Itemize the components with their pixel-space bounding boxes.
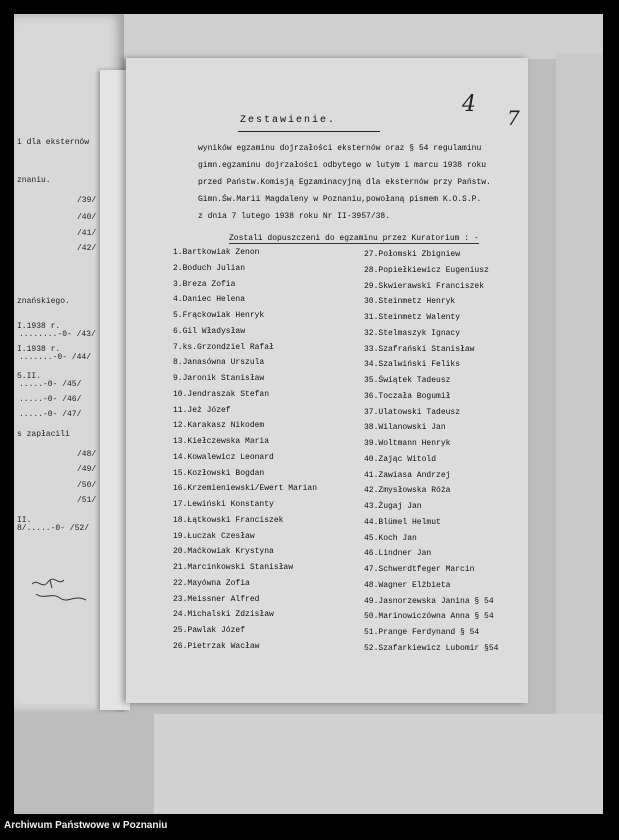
subheading: Zostali dopuszczeni do egzaminu przez Kuratorium : - (229, 234, 479, 243)
left-page-fragment: I.1938 r. (17, 322, 61, 331)
student-entry: 19.Łuczak Czesław (173, 531, 255, 541)
student-entry: 48.Wagner Elżbieta (364, 580, 451, 590)
student-entry: 49.Jasnorzewska Janina § 54 (364, 596, 494, 606)
paragraph-line: z dnia 7 lutego 1938 roku Nr II-3957/38. (198, 212, 391, 221)
student-entry: 39.Woltmann Henryk (364, 439, 451, 448)
student-entry: 17.Lewiński Konstanty (173, 500, 274, 509)
student-entry: 4.Daniec Helena (173, 295, 246, 305)
student-entry: 6.Gil Władysław (173, 326, 246, 336)
student-entry: 3.Breza Zofia (173, 279, 236, 289)
student-entry: 7.ks.Grzondziel Rafał (173, 342, 274, 352)
student-entry: 40.Zając Witold (364, 454, 437, 464)
paragraph-line: wyników egzaminu dojrzałości eksternów oraz § 54 regulaminu (198, 144, 482, 153)
student-entry: 33.Szafrański Stanisław (364, 344, 475, 354)
document-title: Zestawienie. (240, 115, 337, 126)
student-entry: 22.Mayówna Zofia (173, 578, 250, 588)
left-page-fragment: s zapłacili (17, 430, 70, 439)
left-page-fragment: I.1938 r. (17, 345, 61, 354)
student-entry: 31.Steinmetz Walenty (364, 313, 461, 322)
student-entry: 37.Ulatowski Tadeusz (364, 407, 461, 417)
student-entry: 36.Toczała Bogumił (364, 391, 451, 401)
student-entry: 1.Bartkowiak Zenon (173, 248, 260, 257)
left-page-fragment: /42/ (77, 244, 97, 253)
student-entry: 52.Szafarkiewicz Lubomir §54 (364, 643, 499, 653)
background-sheet-right (556, 54, 603, 734)
title-underline (238, 131, 380, 132)
student-entry: 5.Frąckowiak Henryk (173, 311, 265, 320)
student-entry: 41.Zawiasa Andrzej (364, 470, 451, 480)
left-page-fragment: ........-0- /43/ (19, 330, 96, 339)
student-entry: 34.Szalwiński Feliks (364, 360, 461, 370)
left-page-fragment: .......-0- /44/ (19, 353, 92, 362)
left-page-fragment: /50/ (77, 481, 97, 490)
student-entry: 45.Koch Jan (364, 533, 417, 543)
paragraph-line: Gimn.Św.Marii Magdaleny w Poznaniu,powołaną pismem K.O.S.P. (198, 195, 482, 204)
student-entry: 15.Kozłowski Bogdan (173, 468, 265, 478)
student-entry: 20.Maćkowiak Krystyna (173, 547, 274, 557)
paragraph-line: przed Państw.Komisją Egzaminacyjną dla eksternów przy Państw. (198, 178, 491, 187)
left-page-fragment: znaniu. (17, 176, 51, 185)
student-entry: 12.Karakasz Nikodem (173, 421, 265, 431)
left-page-fragment: /49/ (77, 465, 97, 474)
student-entry: 13.Kiełczewska Maria (173, 437, 270, 446)
left-page-fragment: 8/.....-0- /52/ (17, 524, 90, 533)
student-entry: 51.Prange Ferdynand § 54 (364, 628, 480, 637)
left-page-fragment: .....-0- /46/ (19, 395, 82, 404)
student-entry: 2.Boduch Julian (173, 263, 246, 273)
student-entry: 24.Michalski Zdzisław (173, 610, 274, 620)
archive-footer-label: Archiwum Państwowe w Poznaniu (4, 820, 168, 831)
student-entry: 21.Marcinkowski Stanisław (173, 563, 294, 572)
left-page-fragment: i dla eksternów (17, 138, 90, 147)
left-page-fragment: /40/ (77, 213, 97, 222)
left-page-fragment: /41/ (77, 229, 97, 238)
handwritten-mark-1: 4 (462, 92, 476, 117)
handwritten-mark-2: 7 (507, 106, 520, 130)
student-entry: 44.Blümel Helmut (364, 517, 441, 527)
handwritten-signature (30, 576, 90, 608)
student-entry: 18.Łątkowski Franciszek (173, 515, 284, 525)
student-entry: 43.Żugaj Jan (364, 502, 422, 511)
student-entry: 8.Janasówna Urszula (173, 358, 265, 368)
left-page-fragment: .....-0- /45/ (19, 380, 82, 389)
student-entry: 32.Stelmaszyk Ignacy (364, 328, 461, 338)
left-page-fragment: znańskiego. (17, 297, 70, 306)
student-entry: 42.Zmysłowska Róża (364, 486, 451, 496)
background-sheet-bottom (154, 714, 603, 814)
student-entry: 50.Marinowiczówna Anna § 54 (364, 612, 494, 622)
student-entry: 35.Świątek Tadeusz (364, 376, 451, 385)
paragraph-line: gimn.egzaminu dojrzałości odbytego w lutym i marcu 1938 roku (198, 161, 487, 170)
student-entry: 30.Steinmetz Henryk (364, 297, 456, 307)
student-entry: 46.Lindner Jan (364, 549, 432, 559)
student-entry: 10.Jendraszak Stefan (173, 389, 270, 399)
left-page-fragment: /39/ (77, 196, 97, 205)
student-entry: 11.Jeż Józef (173, 405, 231, 415)
student-entry: 23.Meissner Alfred (173, 594, 260, 604)
student-entry: 38.Wilanowski Jan (364, 423, 446, 433)
left-page-fragment: 5.II. (17, 372, 42, 381)
student-entry: 27.Połomski Zbigniew (364, 250, 461, 259)
left-page-fragment: .....-0- /47/ (19, 410, 82, 419)
student-entry: 14.Kowalewicz Leonard (173, 452, 274, 462)
student-entry: 9.Jaronik Stanisław (173, 374, 265, 383)
left-page-fragment: II. (17, 516, 32, 525)
left-page-fragment: /51/ (77, 496, 97, 505)
student-entry: 25.Pawlak Józef (173, 626, 246, 635)
student-entry: 26.Pietrzak Wacław (173, 641, 260, 651)
left-page-fragment: /48/ (77, 450, 97, 459)
student-entry: 47.Schwerdtfeger Marcin (364, 565, 475, 574)
student-entry: 16.Krzemieniewski/Ewert Marian (173, 484, 318, 494)
student-entry: 28.Popiełkiewicz Eugeniusz (364, 265, 489, 275)
student-entry: 29.Skwierawski Franciszek (364, 281, 485, 291)
